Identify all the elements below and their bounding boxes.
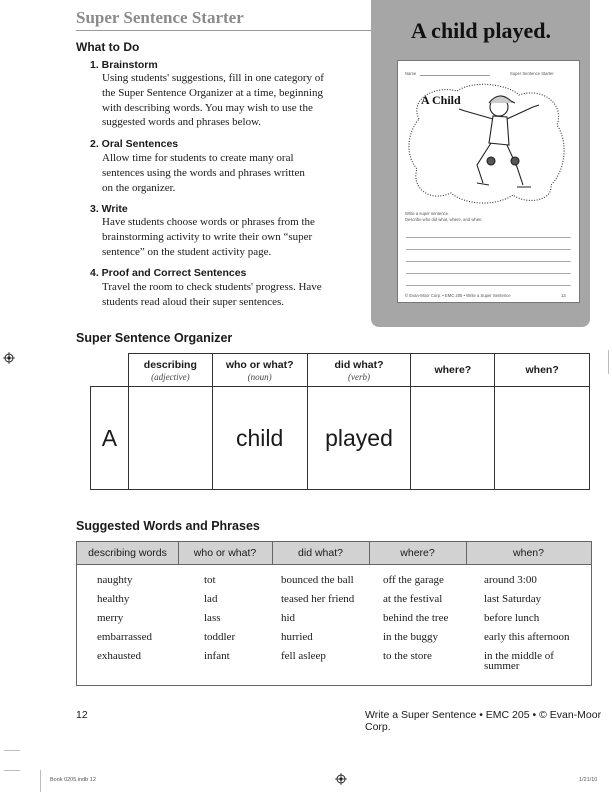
organizer-col-who: who or what? (noun) [212, 354, 307, 387]
list-item: last Saturday [484, 593, 542, 605]
example-sentence: A child played. [411, 18, 551, 43]
step-3-body: Have students choose words or phrases from the brainstorming activity to write their own “super sentence” on the student activity page. [102, 216, 315, 258]
crop-mark [608, 350, 609, 374]
step-4-heading: 4. Proof and Correct Sentences [90, 267, 247, 279]
title-rule [76, 30, 372, 31]
child-illustration [405, 81, 572, 206]
page-title: Super Sentence Starter [76, 8, 244, 27]
step-2-body: Allow time for students to create many oral sentences using the words and phrases written on the organizer. [102, 152, 305, 194]
step-4-body: Travel the room to check students' progress. Have students read aloud their super sentences. [102, 281, 322, 308]
organizer-cell-where [411, 387, 495, 490]
step-1-body: Using students' suggestions, fill in one category of the Super Sentence Organizer at a time, beginning with describing words. You may wish to use the suggested words and phrases below. [102, 72, 324, 129]
list-item: bounced the ball [281, 574, 354, 586]
organizer-cell-article: A [91, 387, 129, 490]
organizer-header-row [91, 354, 590, 387]
when-words-list [484, 571, 584, 671]
list-item: infant [204, 650, 230, 662]
registration-mark-icon [3, 352, 15, 364]
list-item: before lunch [484, 612, 540, 624]
list-item: tot [204, 574, 216, 586]
organizer-col-did: did what? (verb) [307, 354, 411, 387]
organizer-cell-when [495, 387, 590, 490]
list-item: lad [204, 593, 218, 605]
student-page-thumbnail [397, 60, 580, 303]
suggested-col-where: where? [400, 547, 435, 559]
organizer-cell-who: child [212, 387, 307, 490]
list-item: fell asleep [281, 650, 326, 662]
step-3-heading: 3. Write [90, 203, 128, 215]
list-item: hurried [281, 631, 313, 643]
print-date: 1/21/10 [579, 777, 598, 783]
list-item: merry [97, 612, 124, 624]
list-item: behind the tree [383, 612, 449, 624]
thumb-instruction-1: Write a super sentence. [405, 211, 450, 216]
thumb-instruction-2: Describe who did what, where, and when. [405, 217, 483, 222]
organizer-entry-row [91, 387, 590, 490]
organizer-cell-did: played [307, 387, 411, 490]
list-item: naughty [97, 574, 133, 586]
suggested-col-describing: describing words [88, 547, 167, 559]
list-item: early this afternoon [484, 631, 570, 643]
list-item: in the buggy [383, 631, 438, 643]
organizer-col-describing: describing (adjective) [128, 354, 212, 387]
crop-mark [40, 770, 41, 792]
did-words-list [281, 571, 354, 666]
credit-line: Write a Super Sentence • EMC 205 • © Evan-Moor Corp. [365, 709, 602, 733]
suggested-header-row [77, 542, 591, 565]
who-words-list [204, 571, 235, 666]
list-item: off the garage [383, 574, 444, 586]
picture-title: A Child [421, 93, 461, 107]
list-item: lass [204, 612, 221, 624]
step-1-heading: 1. Brainstorm [90, 59, 158, 71]
suggested-words-table [76, 541, 592, 686]
list-item: in the middle of summer [484, 650, 554, 672]
crop-mark [4, 770, 20, 771]
organizer-col-where: where? [411, 354, 495, 387]
crop-mark [4, 750, 20, 751]
thumb-page-number: 13 [561, 293, 566, 298]
step-2-heading: 2. Oral Sentences [90, 138, 179, 150]
list-item: around 3:00 [484, 574, 537, 586]
list-item: hid [281, 612, 296, 624]
print-slug: Book 0205.indb 12 [50, 777, 96, 783]
organizer-heading: Super Sentence Organizer [76, 331, 233, 345]
suggested-col-when: when? [513, 547, 544, 559]
list-item: exhausted [97, 650, 141, 662]
list-item: teased her friend [281, 593, 355, 605]
list-item: embarrassed [97, 631, 152, 643]
registration-mark-icon [335, 773, 347, 785]
super-sentence-organizer [90, 353, 590, 490]
list-item: to the store [383, 650, 432, 662]
organizer-col-when: when? [495, 354, 590, 387]
suggested-col-did: did what? [298, 547, 343, 559]
suggested-col-who: who or what? [193, 547, 257, 559]
organizer-cell-describing [128, 387, 212, 490]
list-item: healthy [97, 593, 130, 605]
thumb-series-label: Super Sentence Starter [510, 71, 554, 76]
list-item: at the festival [383, 593, 443, 605]
thumb-footer: © Evan-Moor Corp. • EMC 205 • Write a Super Sentence [405, 293, 511, 298]
describing-words-list [97, 571, 152, 666]
what-to-do-heading: What to Do [76, 40, 140, 54]
list-item: toddler [204, 631, 236, 643]
page-number: 12 [76, 709, 88, 721]
thumb-name-label: Name [405, 71, 417, 76]
where-words-list [383, 571, 448, 666]
suggested-heading: Suggested Words and Phrases [76, 519, 260, 533]
